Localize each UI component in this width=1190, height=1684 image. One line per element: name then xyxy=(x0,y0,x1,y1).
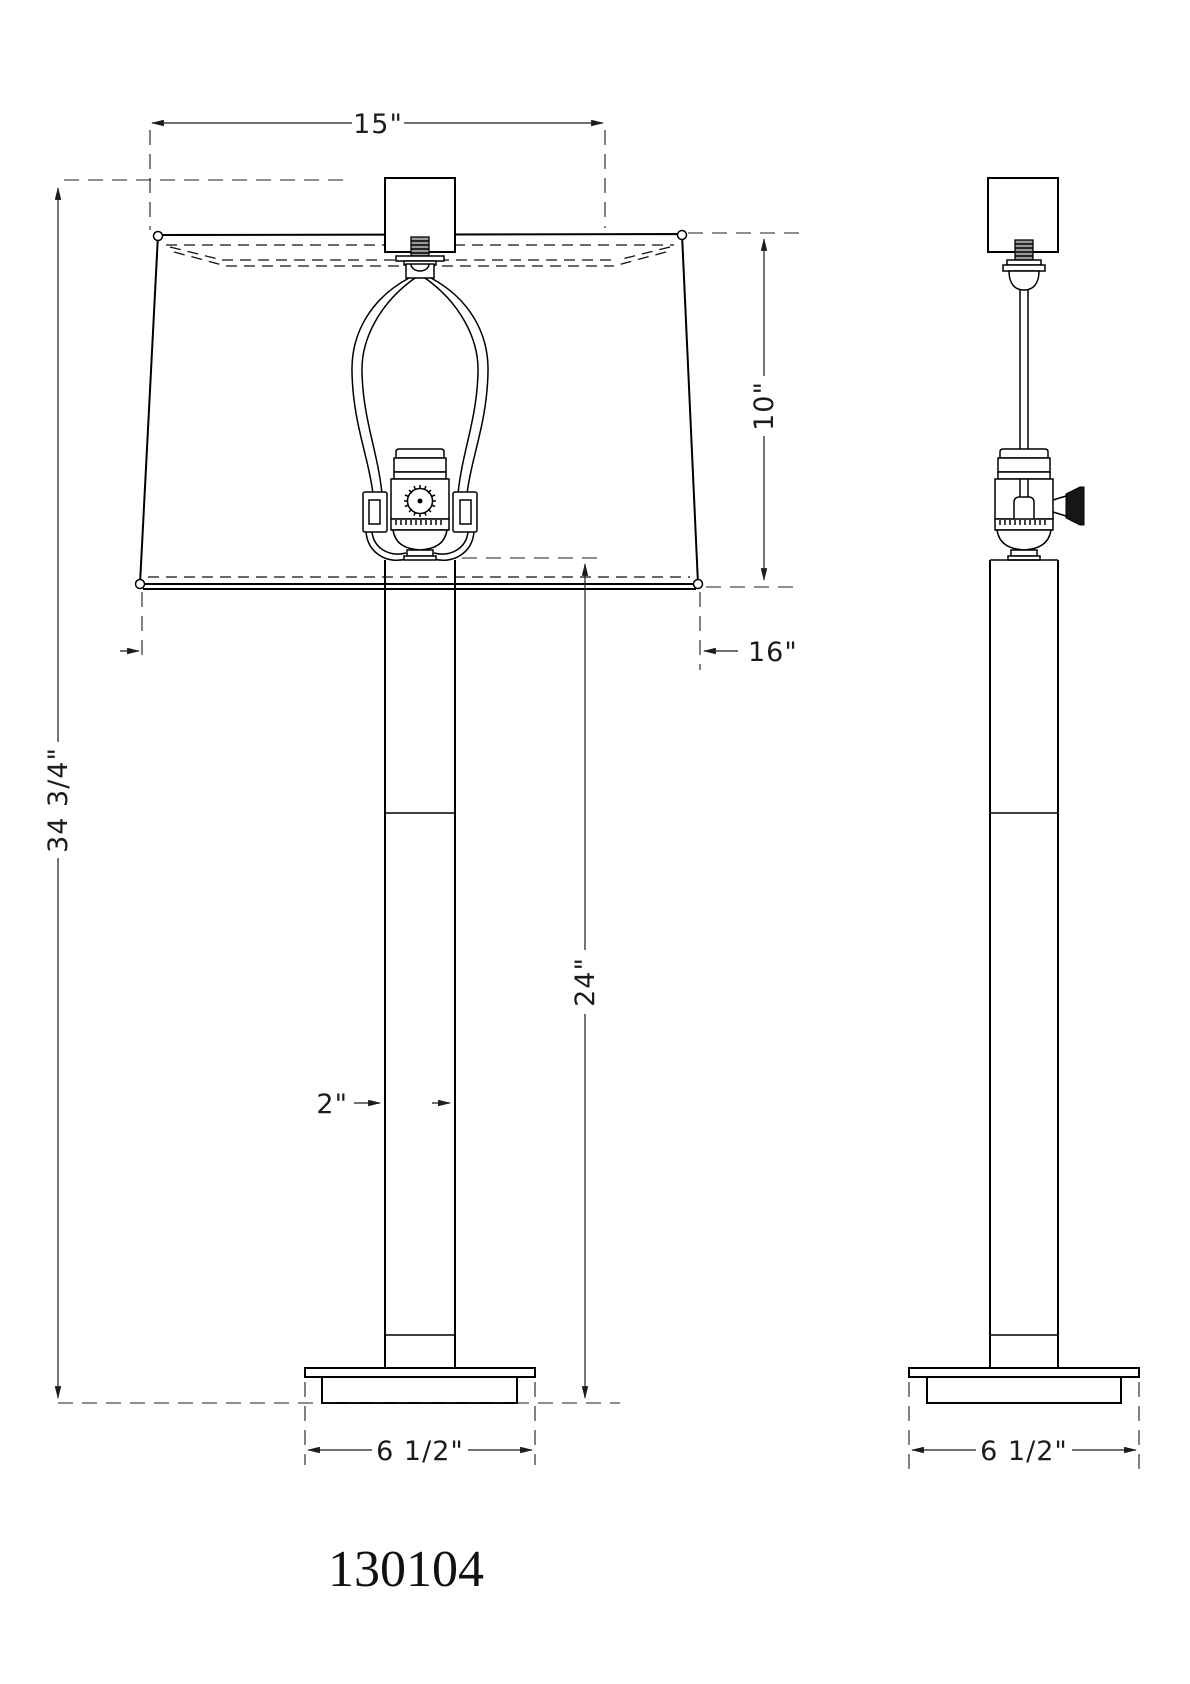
dim-label-shade-height: 10" xyxy=(749,381,780,431)
dim-overall-height xyxy=(43,180,620,1403)
dim-label-base-width-side: 6 1/2" xyxy=(980,1436,1068,1467)
side-socket xyxy=(995,449,1084,560)
switch-knob xyxy=(1053,487,1084,525)
dim-label-base-width-front: 6 1/2" xyxy=(376,1436,464,1467)
finial xyxy=(385,178,455,265)
dim-column-width xyxy=(316,1089,450,1120)
side-column xyxy=(990,560,1058,1368)
side-finial xyxy=(988,178,1058,265)
dim-shade-bottom-width xyxy=(120,592,798,670)
front-view xyxy=(43,109,802,1467)
side-base xyxy=(909,1368,1139,1403)
dim-label-shade-bottom-width: 16" xyxy=(748,637,798,668)
dim-label-body-height: 24" xyxy=(570,957,601,1007)
dim-shade-height xyxy=(688,233,802,587)
side-view xyxy=(909,178,1139,1472)
column xyxy=(385,560,455,1368)
dim-shade-top-width xyxy=(150,109,605,230)
model-number: 130104 xyxy=(328,1541,484,1598)
socket xyxy=(391,449,449,560)
dim-label-column-width: 2" xyxy=(316,1089,348,1120)
base xyxy=(305,1368,535,1403)
dim-label-shade-top-width: 15" xyxy=(353,109,403,140)
dim-body-height xyxy=(462,558,601,1398)
dim-label-overall-height: 34 3/4" xyxy=(43,747,74,853)
side-rod xyxy=(1020,290,1028,449)
side-harp-saddle xyxy=(1003,265,1045,290)
